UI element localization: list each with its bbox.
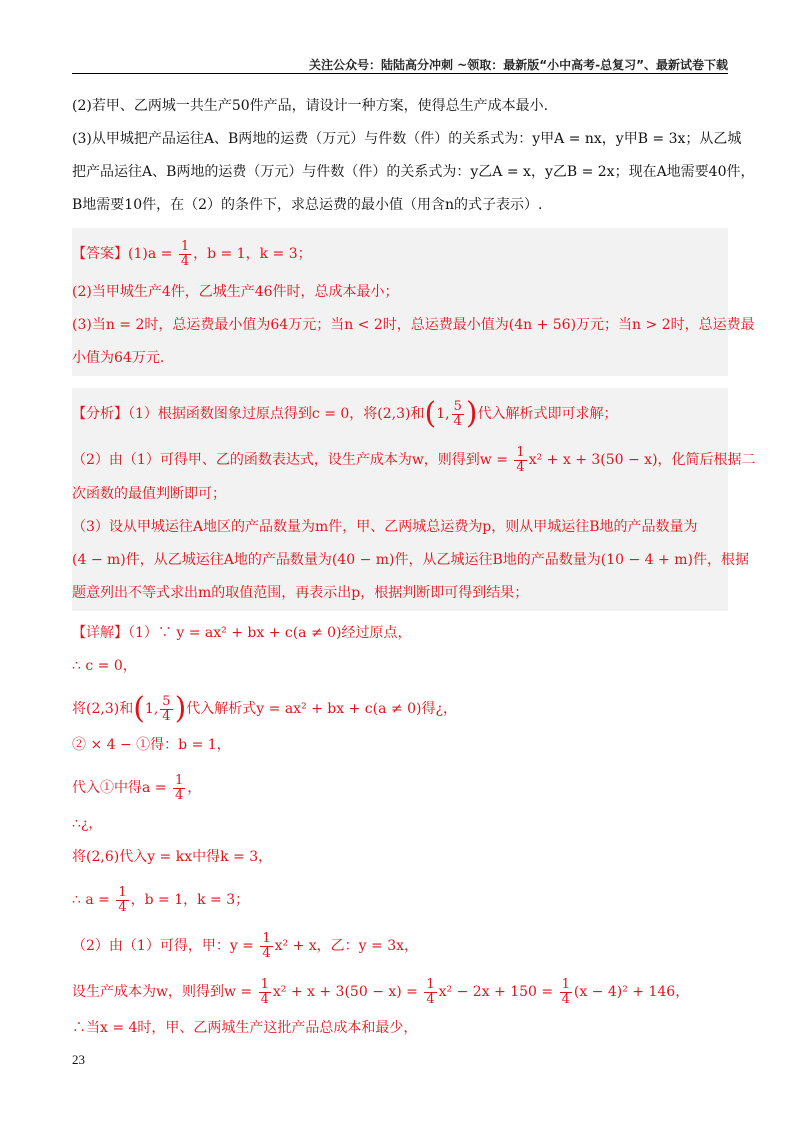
right-paren: ) bbox=[174, 691, 187, 726]
detail-10-fraction-1 bbox=[259, 978, 271, 1007]
fraction-denominator: 4 bbox=[174, 787, 184, 803]
detail-10-prefix: 设生产成本为w，则得到w = bbox=[72, 984, 253, 1000]
fraction-numerator: 1 bbox=[118, 884, 127, 900]
analysis-3-line-2: (4 − m)件，从乙城运往A地的产品数量为(40 − m)件，从乙城运往B地的产品数量为(10 − 4 + m)件，根据 bbox=[72, 552, 749, 568]
left-paren: ( bbox=[133, 691, 145, 726]
answer-1 bbox=[72, 234, 724, 274]
analysis-2-suffix: x² + x + 3(50 − x)，化简后根据二 bbox=[528, 452, 756, 468]
detail-6: ∴¿， bbox=[72, 816, 103, 832]
detail-10-fraction-2 bbox=[424, 978, 436, 1007]
fraction-numerator: 5 bbox=[162, 693, 171, 709]
fraction-numerator: 1 bbox=[180, 238, 190, 254]
analysis-2-line-2: 次函数的最值判断即可； bbox=[72, 486, 226, 502]
analysis-2 bbox=[72, 440, 756, 480]
analysis-1-fraction bbox=[452, 400, 464, 429]
fraction-numerator: 1 bbox=[262, 930, 271, 946]
fraction-denominator: 4 bbox=[260, 991, 269, 1007]
detail-3: 将(2,3)和(1, $\frac{5}{4}$ )代入解析式y = ax² + bx + c(a ≠ 0)得¿， bbox=[72, 691, 457, 726]
detail-1 bbox=[72, 623, 728, 643]
detail-9-fraction bbox=[260, 932, 272, 961]
detail-5-fraction bbox=[173, 774, 185, 803]
analysis-box bbox=[72, 388, 756, 611]
answer-1-suffix: ，b = 1，k = 3； bbox=[193, 246, 312, 262]
fraction-denominator: 4 bbox=[262, 945, 271, 961]
fraction-denominator: 4 bbox=[453, 413, 462, 429]
answer-2: (2)当甲城生产4件，乙城生产46件时，总成本最小； bbox=[72, 284, 399, 300]
fraction-denominator: 4 bbox=[180, 253, 190, 269]
fraction-numerator: 1 bbox=[426, 976, 435, 992]
answer-box bbox=[72, 228, 755, 376]
detail-10-fraction-3 bbox=[560, 978, 572, 1007]
analysis-3-line-1: （3）设从甲城运往A地区的产品数量为m件，甲、乙两城总运费为p，则从甲城运往B地的产品数量为 bbox=[72, 519, 698, 535]
document-body bbox=[72, 96, 756, 1051]
fraction-denominator: 4 bbox=[561, 991, 570, 1007]
detail-5-prefix: 代入①中得a = bbox=[72, 780, 167, 796]
question-3-line-1: (3)从甲城把产品运往A、B两地的运费（万元）与件数（件）的关系式为：y甲A = nx，y甲B = 3x；从乙城 bbox=[72, 131, 742, 147]
detail-9-prefix: （2）由（1）可得，甲：y = bbox=[72, 938, 254, 954]
analysis-1-suffix: 代入解析式即可求解； bbox=[477, 406, 618, 422]
detail-3-suffix: 代入解析式y = ax² + bx + c(a ≠ 0)得¿， bbox=[186, 701, 457, 717]
page-header: 关注公众号：陆陆高分冲刺 ~领取：最新版“小中高考-总复习”、最新试卷下载 bbox=[309, 58, 728, 72]
analysis-2-fraction bbox=[514, 446, 526, 475]
fraction-denominator: 4 bbox=[162, 708, 171, 724]
detail-8-prefix: ∴ a = bbox=[72, 892, 110, 908]
answer-1-prefix: (1)a = bbox=[128, 246, 173, 262]
detail-2: ∴ c = 0， bbox=[72, 658, 137, 674]
analysis-1: 【分析】（1）根据函数图象过原点得到c = 0，将(2,3)和(1, $\frac{5}{4}$ )代入解析式即可求解； bbox=[72, 396, 618, 431]
right-paren: ) bbox=[465, 396, 478, 431]
detail-8 bbox=[72, 880, 728, 920]
detail-7: 将(2,6)代入y = kx中得k = 3， bbox=[72, 849, 273, 865]
answer-3-line-2: 小值为64万元. bbox=[72, 350, 165, 366]
detail-8-fraction bbox=[116, 886, 128, 915]
detail-5: 代入①中得a = $\frac{1}{4}$ ， bbox=[72, 772, 202, 803]
detail-10 bbox=[72, 972, 728, 1012]
answer-1-fraction bbox=[179, 240, 191, 269]
detail-10-suffix: (x − 4)² + 146， bbox=[573, 984, 690, 1000]
answer-label: 【答案】 bbox=[72, 246, 128, 262]
detail-9 bbox=[72, 926, 728, 966]
left-paren: ( bbox=[424, 396, 437, 431]
fraction-denominator: 4 bbox=[118, 899, 127, 915]
detail-8-suffix: ，b = 1，k = 3； bbox=[130, 892, 250, 908]
analysis-1-prefix: （1）根据函数图象过原点得到c = 0，将(2,3)和 bbox=[128, 406, 425, 422]
detail-4: ② × 4 − ①得：b = 1， bbox=[72, 737, 231, 753]
page-number: 23 bbox=[72, 1052, 85, 1067]
fraction-numerator: 5 bbox=[453, 398, 462, 414]
detail-3-prefix: 将(2,3)和 bbox=[72, 701, 134, 717]
fraction-numerator: 1 bbox=[561, 976, 570, 992]
question-3-line-2: 把产品运往A、B两地的运费（万元）与件数（件）的关系式为：y乙A = x，y乙B = 2x；现在A地需要40件， bbox=[72, 164, 755, 180]
detail-10-middle-2: x² − 2x + 150 = bbox=[438, 984, 554, 1000]
detail-3-fraction bbox=[160, 695, 172, 724]
detail-1-text: （1）∵ y = ax² + bx + c(a ≠ 0)经过原点， bbox=[128, 625, 412, 641]
question-3-line-3: B地需要10件，在（2）的条件下，求总运费的最小值（用含n的式子表示）. bbox=[72, 197, 543, 213]
analysis-label: 【分析】 bbox=[72, 406, 128, 422]
detail-label: 【详解】 bbox=[72, 625, 128, 641]
answer-3-line-1: (3)当n = 2时，总运费最小值为64万元；当n < 2时，总运费最小值为(4n + 56)万元；当n > 2时，总运费最 bbox=[72, 317, 755, 333]
fraction-numerator: 1 bbox=[174, 772, 184, 788]
detail-9-suffix: x² + x，乙：y = 3x， bbox=[274, 938, 419, 954]
question-2: (2)若甲、乙两城一共生产50件产品，请设计一种方案，使得总生产成本最小. bbox=[72, 98, 549, 114]
analysis-2-prefix: （2）由（1）可得甲、乙的函数表达式，设生产成本为w，则得到w = bbox=[72, 452, 508, 468]
fraction-denominator: 4 bbox=[426, 991, 435, 1007]
header-divider bbox=[72, 73, 728, 74]
detail-11: ∴当x = 4时，甲、乙两城生产这批产品总成本和最少， bbox=[72, 1020, 418, 1036]
detail-10-middle-1: x² + x + 3(50 − x) = bbox=[272, 984, 418, 1000]
fraction-denominator: 4 bbox=[516, 459, 525, 475]
fraction-numerator: 1 bbox=[260, 976, 269, 992]
analysis-3-line-3: 题意列出不等式求出m的取值范围，再表示出p，根据判断即可得到结果； bbox=[72, 585, 529, 601]
fraction-numerator: 1 bbox=[516, 444, 525, 460]
